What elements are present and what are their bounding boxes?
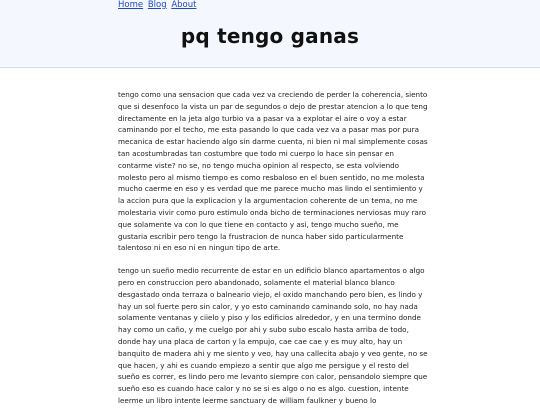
site-title: pq tengo ganas [180, 24, 360, 48]
post-paragraph: tengo un sueño medio recurrente de estar en un edificio blanco apartamentos o algo pero en construccion pero abandonado, solamente el material blanco blanco desgastado onda terraza o balneario viejo, el oxido manchando pero bien, es lindo y hay un sol fuerte pero sin calor, y yo esto caminando caminando solo, no hay nada solamente ventanas y ciielo y piso y los edificios alrededor, y en una termino donde hay como un caño, y me cuelgo por ahi y subo subo escalo hasta arriba de todo, donde hay una placa de carton y la empujo, cae cae cae y es muy alto, hay un banquito de madera ahi y me siento y veo, hay una callecita abajo y veo gente, no se que hacen, y ahi es cuando empiezo a sentir que algo me persigue y el resto del sueño es correr, es lindo pero me levanto siempre con calor, pensandolo siempre que sueño eso es cuando hace calor y no se si es algo o no es algo. cuestion, intente leerme un libro intente leerme sanctuary de william faulkner y bueno lo [118, 266, 428, 405]
nav-link-home[interactable]: Home [118, 0, 144, 10]
nav-link-blog[interactable]: Blog [147, 0, 167, 10]
top-nav [118, 0, 198, 11]
post-content [118, 89, 428, 418]
site-header [0, 0, 540, 68]
post-paragraph: tengo como una sensacion que cada vez va creciendo de perder la coherencia, siento que si desenfoco la vista un par de segundos o dejo de prestar atencion a lo que teng directamente en la jeta algo turbio va a pasar va a explotar el aire o voy a estar caminando por el techo, me esta pasando lo que cada vez va a pasar mas por pura mecanica de estar haciendo algo sin darme cuenta, ni bien ni mal simplemente cosas tan acostumbradas tan costumbre que todo mi cuerpo lo hace sin pensar en contarme viste? no se, no tengo mucha opinion al respecto, se esta volviendo molesto pero al mismo tiempo es como resbaloso en el buen sentido, no me molesta mucho caerme en eso y es verdad que me parece mucho mas lindo el sentimiento y la accion pura que la explicacion y la argumentacion coherente de un tema, no me molestaria vivir como puro estimulo onda bicho de terminaciones nerviosas muy raro que solamente va con lo que tiene en contacto y asi, tengo mucho sueño, me gustaria escribir pero tengo la frustracion de nunca haber sido particularmente talentoso ni en eso ni en ningun tipo de arte. [118, 90, 428, 253]
nav-link-about[interactable]: About [171, 0, 197, 10]
